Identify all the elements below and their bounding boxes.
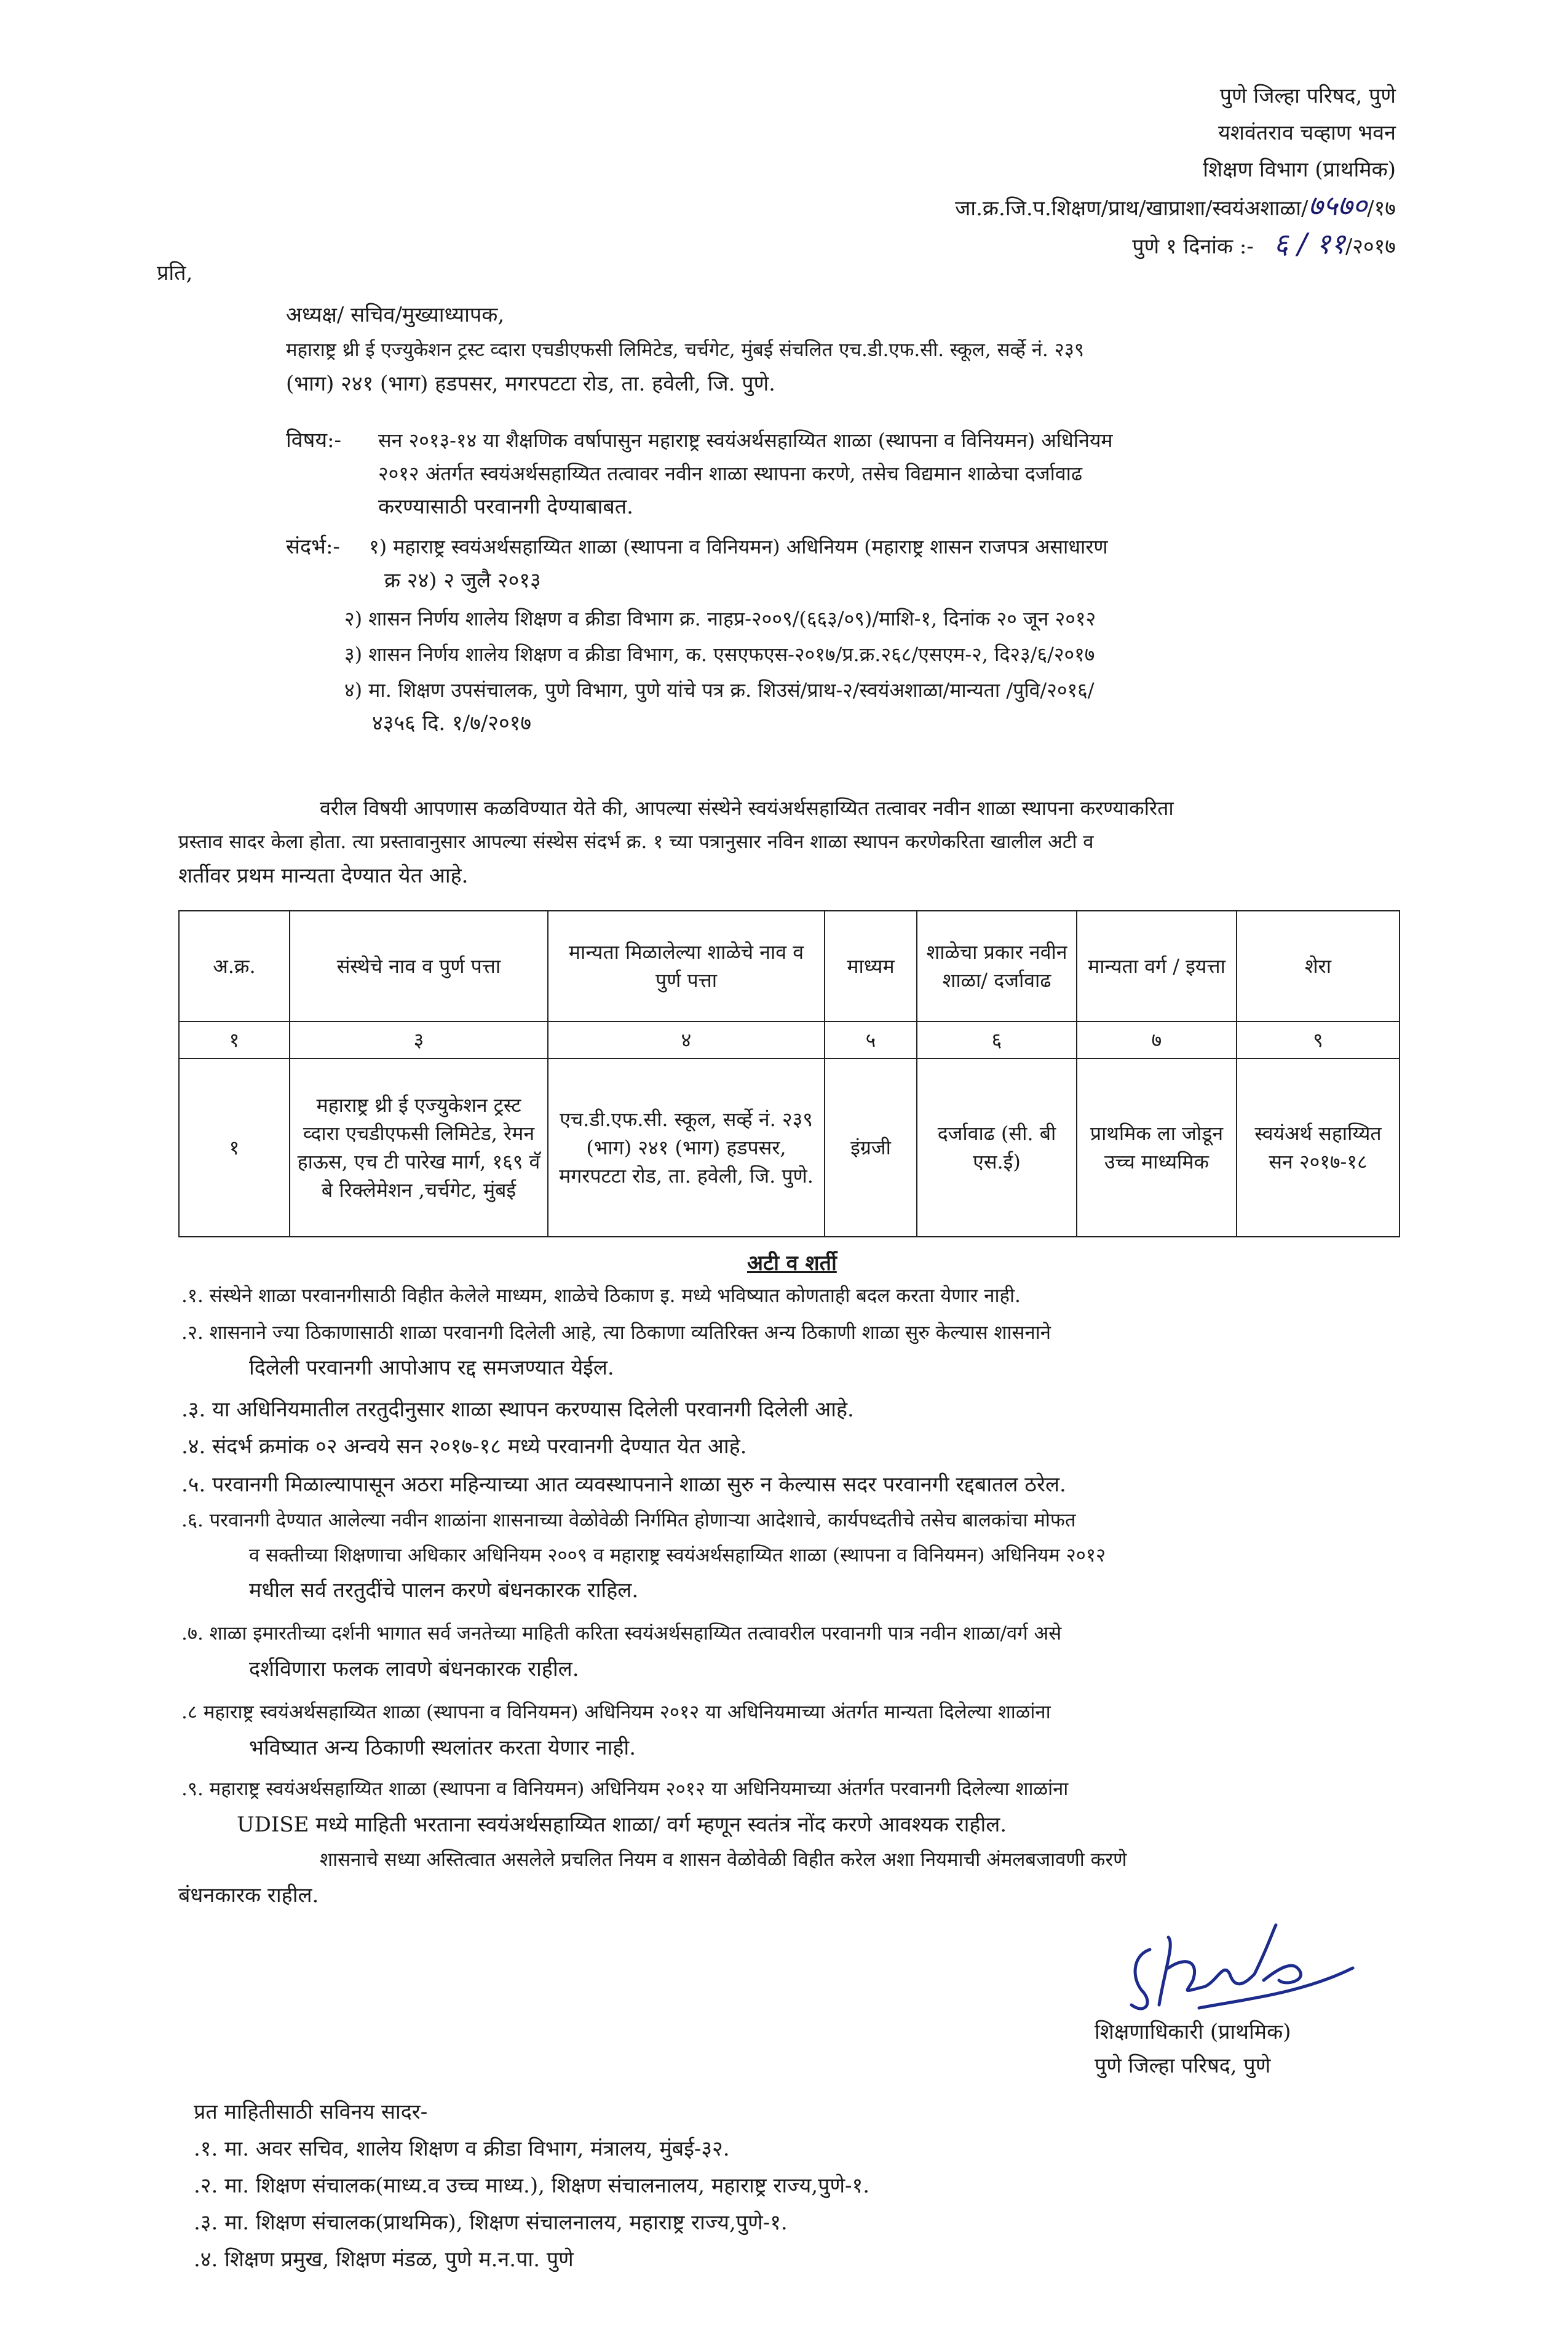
condition-9b: UDISE मध्ये माहिती भरताना स्वयंअर्थसहाय्यित शाळा/ वर्ग म्हणून स्वतंत्र नोंद करणे आवश्यक राहील. [237, 1812, 1007, 1837]
col-header-institution: संस्थेचे नाव व पुर्ण पत्ता [290, 911, 548, 1022]
subject-line3: करण्यासाठी परवानगी देण्याबाबत. [378, 494, 633, 519]
cell-institution: महाराष्ट्र थ्री ई एज्युकेशन ट्रस्ट व्दारा एचडीएफसी लिमिटेड, रेमन हाऊस, एच टी पारेख मार्ग, १६९ वॅ बे रिक्लेमेशन ,चर्चगेट, मुंबई [290, 1058, 548, 1237]
body-line1: वरील विषयी आपणास कळविण्यात येते की, आपल्या संस्थेने स्वयंअर्थसहाय्यित तत्वावर नवीन शाळा स्थापना करण्याकरिता [320, 796, 1174, 820]
copies-title: प्रत माहितीसाठी सविनय सादर- [194, 2100, 428, 2124]
col-number: ७ [1077, 1022, 1237, 1058]
recipient-line3: (भाग) २४१ (भाग) हडपसर, मगरपटटा रोड, ता. हवेली, जि. पुणे. [286, 371, 775, 396]
condition-4: .४. संदर्भ क्रमांक ०२ अन्वये सन २०१७-१८ मध्ये परवानगी देण्यात येत आहे. [181, 1434, 747, 1459]
body-line3: शर्तीवर प्रथम मान्यता देण्यात येत आहे. [178, 863, 469, 888]
condition-8a: .८ महाराष्ट्र स्वयंअर्थसहाय्यित शाळा (स्थापना व विनियमन) अधिनियम २०१२ या अधिनियमाच्या अंतर्गत मान्यता दिलेल्या शाळांना [181, 1701, 1051, 1723]
condition-7a: .७. शाळा इमारतीच्या दर्शनी भागात सर्व जनतेच्या माहिती करिता स्वयंअर्थसहाय्यित तत्वावरील परवानगी पात्र नवीन शाळा/वर्ग असे [181, 1622, 1062, 1645]
reference-2: २) शासन निर्णय शालेय शिक्षण व क्रीडा विभाग क्र. नाहप्र-२००९/(६६३/०९)/माशि-१, दिनांक २० जून २०१२ [344, 607, 1096, 630]
col-header-type: शाळेचा प्रकार नवीन शाळा/ दर्जावाढ [917, 911, 1077, 1022]
subject-label: विषय:- [286, 428, 342, 453]
col-header-remark: शेरा [1237, 911, 1400, 1022]
condition-7b: दर्शविणारा फलक लावणे बंधनकारक राहील. [249, 1657, 579, 1681]
col-number: ३ [290, 1022, 548, 1058]
officer-signature [1107, 1913, 1365, 2023]
copy-4: .४. शिक्षण प्रमुख, शिक्षण मंडळ, पुणे म.न.पा. पुणे [194, 2247, 574, 2272]
col-number: १ [179, 1022, 290, 1058]
closing-line-a: शासनाचे सध्या अस्तित्वात असलेले प्रचलित नियम व शासन वेळोवेळी विहीत करेल अशा नियमाची अंमलबजावणी करणे [320, 1849, 1127, 1871]
reference-4b: ४३५६ दि. १/७/२०१७ [372, 711, 531, 736]
ref-prefix: जा.क्र.जि.प.शिक्षण/प्राथ/खाप्राशा/स्वयंअशाळा/ [955, 196, 1309, 221]
reference-number [955, 191, 1396, 223]
header-line2: यशवंतराव चव्हाण भवन [1218, 121, 1396, 145]
letter-date [1132, 229, 1396, 261]
date-suffix: /२०१७ [1345, 234, 1396, 259]
closing-line-b: बंधनकारक राहील. [178, 1883, 319, 1908]
col-number: ५ [825, 1022, 917, 1058]
ref-suffix: /१७ [1367, 196, 1396, 221]
condition-2a: .२. शासनाने ज्या ठिकाणासाठी शाळा परवानगी दिलेली आहे, त्या ठिकाणा व्यतिरिक्त अन्य ठिकाणी शाळा सुरु केल्यास शासनाने [181, 1322, 1051, 1344]
reference-4a: ४) मा. शिक्षण उपसंचालक, पुणे विभाग, पुणे यांचे पत्र क्र. शिउसं/प्राथ-२/स्वयंअशाळा/मान्यता /पुवि/२०१६/ [344, 678, 1095, 702]
copy-2: .२. मा. शिक्षण संचालक(माध्य.व उच्च माध्य.), शिक्षण संचालनालय, महाराष्ट्र राज्य,पुणे-१. [194, 2173, 870, 2198]
condition-3: .३. या अधिनियमातील तरतुदीनुसार शाळा स्थापन करण्यास दिलेली परवानगी दिलेली आहे. [181, 1397, 854, 1422]
col-number: ४ [548, 1022, 825, 1058]
condition-6a: .६. परवानगी देण्यात आलेल्या नवीन शाळांना शासनाच्या वेळोवेळी निर्गमित होणाऱ्या आदेशाचे, कार्यपध्दतीचे तसेच बालकांचा मोफत [181, 1509, 1076, 1531]
condition-5: .५. परवानगी मिळाल्यापासून अठरा महिन्याच्या आत व्यवस्थापनाने शाळा सुरु न केल्यास सदर परवानगी रद्दबातल ठरेल. [181, 1472, 1066, 1497]
condition-6c: मधील सर्व तरतुदींचे पालन करणे बंधनकारक राहिल. [249, 1578, 639, 1603]
condition-9a: .९. महाराष्ट्र स्वयंअर्थसहाय्यित शाळा (स्थापना व विनियमन) अधिनियम २०१२ या अधिनियमाच्या अंतर्गत परवानगी दिलेल्या शाळांना [181, 1778, 1069, 1800]
cell-medium: इंग्रजी [825, 1058, 917, 1237]
reference-3: ३) शासन निर्णय शालेय शिक्षण व क्रीडा विभाग, क. एसएफएस-२०१७/प्र.क्र.२६८/एसएम-२, दि२३/६/२०१७ [344, 643, 1095, 666]
recipient-line2: महाराष्ट्र थ्री ई एज्युकेशन ट्रस्ट व्दारा एचडीएफसी लिमिटेड, चर्चगेट, मुंबई संचलित एच.डी.एफ.सी. स्कूल, सर्व्हे नं. २३९ [286, 339, 1084, 361]
body-line2: प्रस्ताव सादर केला होता. त्या प्रस्तावानुसार आपल्या संस्थेस संदर्भ क्र. १ च्या पत्रानुसार नविन शाळा स्थापन करणेकरिता खालील अटी व [178, 831, 1094, 853]
subject-line2: २०१२ अंतर्गत स्वयंअर्थसहाय्यित तत्वावर नवीन शाळा स्थापना करणे, तसेच विद्यमान शाळेचा दर्जावाढ [378, 462, 1082, 485]
condition-6b: व सक्तीच्या शिक्षणाचा अधिकार अधिनियम २००९ व महाराष्ट्र स्वयंअर्थसहाय्यित शाळा (स्थापना व विनियमन) अधिनियम २०१२ [249, 1544, 1106, 1566]
header-line3: शिक्षण विभाग (प्राथमिक) [1203, 157, 1396, 182]
approval-table [178, 910, 1400, 1237]
subject-line1: सन २०१३-१४ या शैक्षणिक वर्षापासुन महाराष्ट्र स्वयंअर्थसहाय्यित शाळा (स्थापना व विनियमन) अधिनियम [378, 429, 1113, 452]
header-line1: पुणे जिल्हा परिषद, पुणे [1219, 84, 1396, 108]
reference-1b: क्र २४) २ जुलै २०१३ [384, 568, 541, 593]
date-prefix: पुणे १ दिनांक :- [1132, 234, 1254, 259]
table-header-row [179, 911, 1400, 1022]
col-header-class: मान्यता वर्ग / इयत्ता [1077, 911, 1237, 1022]
condition-1: .१. संस्थेने शाळा परवानगीसाठी विहीत केलेले माध्यम, शाळेचे ठिकाण इ. मध्ये भविष्यात कोणताही बदल करता येणार नाही. [181, 1285, 1021, 1307]
col-number: ९ [1237, 1022, 1400, 1058]
col-header-sr: अ.क्र. [179, 911, 290, 1022]
copy-3: .३. मा. शिक्षण संचालक(प्राथमिक), शिक्षण संचालनालय, महाराष्ट्र राज्य,पुणे-१. [194, 2210, 788, 2235]
copy-1: .१. मा. अवर सचिव, शालेय शिक्षण व क्रीडा विभाग, मंत्रालय, मुंबई-३२. [194, 2137, 730, 2161]
recipient-line1: अध्यक्ष/ सचिव/मुख्याध्यापक, [286, 303, 505, 327]
condition-8b: भविष्यात अन्य ठिकाणी स्थलांतर करता येणार नाही. [249, 1736, 636, 1760]
reference-1a: १) महाराष्ट्र स्वयंअर्थसहाय्यित शाळा (स्थापना व विनियमन) अधिनियम (महाराष्ट्र शासन राजपत्र असाधारण [369, 535, 1108, 558]
signature-office: पुणे जिल्हा परिषद, पुणे [1095, 2053, 1271, 2078]
recipient-prati: प्रति, [157, 261, 193, 285]
date-handwritten: ६ / ११ [1273, 227, 1345, 260]
col-header-medium: माध्यम [825, 911, 917, 1022]
col-header-school: मान्यता मिळालेल्या शाळेचे नाव व पुर्ण पत्ता [548, 911, 825, 1022]
cell-school: एच.डी.एफ.सी. स्कूल, सर्व्हे नं. २३९ (भाग) २४१ (भाग) हडपसर, मगरपटटा रोड, ता. हवेली, जि. पुणे. [548, 1058, 825, 1237]
cell-type: दर्जावाढ (सी. बी एस.ई) [917, 1058, 1077, 1237]
cell-remark: स्वयंअर्थ सहाय्यित सन २०१७-१८ [1237, 1058, 1400, 1237]
cell-sr: १ [179, 1058, 290, 1237]
ref-number-handwritten: ७५७० [1308, 189, 1368, 222]
col-number: ६ [917, 1022, 1077, 1058]
cell-class: प्राथमिक ला जोडून उच्च माध्यमिक [1077, 1058, 1237, 1237]
table-row [179, 1058, 1400, 1237]
table-number-row [179, 1022, 1400, 1058]
conditions-title: अटी व शर्ती [747, 1251, 837, 1276]
condition-2b: दिलेली परवानगी आपोआप रद्द समजण्यात येईल. [249, 1355, 614, 1380]
reference-label: संदर्भ:- [286, 534, 340, 559]
signature-designation: शिक्षणाधिकारी (प्राथमिक) [1095, 2020, 1291, 2044]
